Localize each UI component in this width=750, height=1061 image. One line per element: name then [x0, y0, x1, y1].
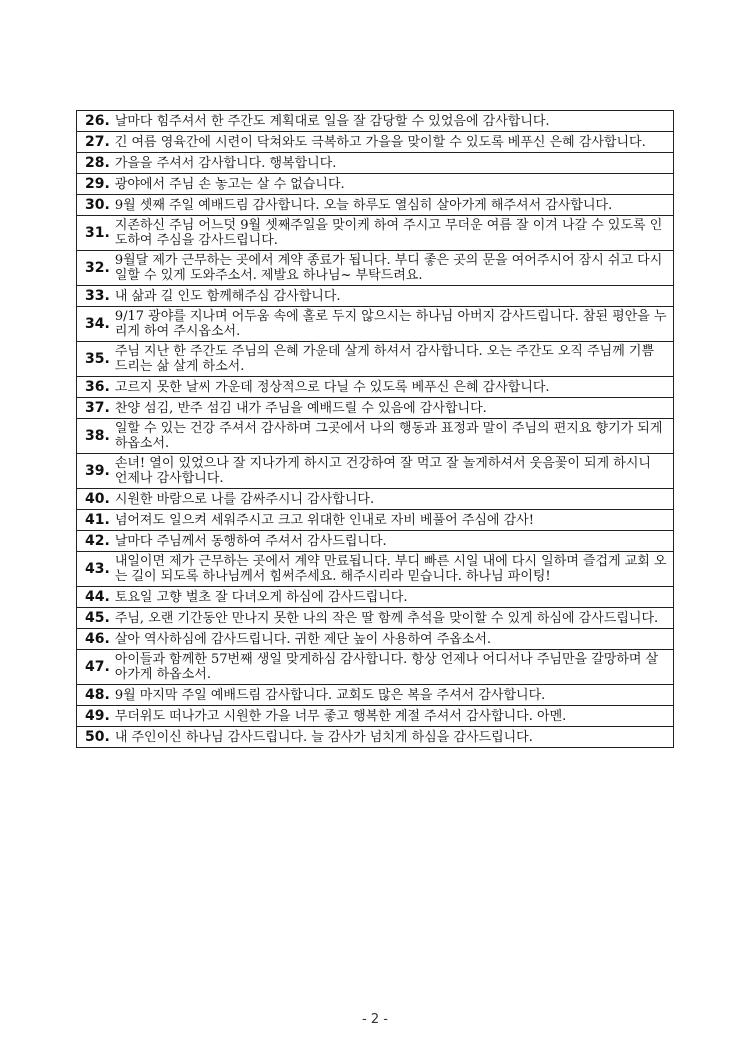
entry-content: [85, 134, 667, 150]
table-row: [77, 531, 674, 552]
entry-number: 44.: [85, 589, 110, 605]
entry-number: 31.: [85, 225, 110, 241]
entry-text: 내 삶과 길 인도 함께해주심 감사합니다.: [114, 288, 341, 304]
entry-content: [85, 421, 667, 451]
entry-content: [85, 155, 667, 171]
entry-cell: [77, 629, 674, 650]
entry-text: 주님 지난 한 주간도 주님의 은혜 가운데 살게 하셔서 감사합니다. 오는 주간도 오직 주님께 기쁨 드리는 삶 살게 하소서.: [114, 344, 655, 374]
entry-text: 손녀! 열이 있었으나 잘 지나가게 하시고 건강하여 잘 먹고 잘 놀게하셔서 웃음꽃이 되게 하시니 언제나 감사합니다.: [114, 456, 651, 486]
entry-number: 32.: [85, 260, 110, 276]
entry-cell: [77, 307, 674, 342]
table-row: [77, 587, 674, 608]
table-row: [77, 111, 674, 132]
entry-content: [85, 610, 667, 626]
entry-number: 39.: [85, 463, 110, 479]
entry-number: 34.: [85, 316, 110, 332]
entry-text: 9월달 제가 근무하는 곳에서 계약 종료가 됩니다. 부디 좋은 곳의 문을 여어주시어 잠시 쉬고 다시 일할 수 있게 도와주소서. 제발요 하나님~ 부탁드려요.: [114, 253, 663, 283]
table-row: [77, 685, 674, 706]
entry-content: [85, 197, 667, 213]
table-row: [77, 153, 674, 174]
entry-cell: [77, 419, 674, 454]
entry-text: 아이들과 함께한 57번째 생일 맞게하심 감사합니다. 항상 언제나 어디서나 주님만을 갈망하며 살아가게 하옵소서.: [114, 652, 659, 682]
entry-cell: [77, 398, 674, 419]
entry-number: 43.: [85, 561, 110, 577]
table-row: [77, 727, 674, 748]
entry-cell: [77, 111, 674, 132]
table-row: [77, 307, 674, 342]
entry-text: 내 주인이신 하나님 감사드립니다. 늘 감사가 넘치게 하심을 감사드립니다.: [114, 729, 533, 745]
entries-table: [76, 110, 674, 748]
entry-text: 지존하신 주님 어느덧 9월 셋째주일을 맞이케 하여 주시고 무더운 여름 잘 이겨 나갈 수 있도록 인도하여 주심을 감사드립니다.: [114, 218, 663, 248]
entry-content: [85, 113, 667, 129]
entry-content: [85, 491, 667, 507]
entry-content: [85, 687, 667, 703]
entry-number: 33.: [85, 288, 110, 304]
entry-number: 41.: [85, 512, 110, 528]
entry-text: 찬양 섬김, 반주 섬김 내가 주님을 예배드릴 수 있음에 감사합니다.: [114, 400, 487, 416]
entry-cell: [77, 489, 674, 510]
prayer-list: [76, 110, 674, 748]
entry-text: 내일이면 제가 근무하는 곳에서 계약 만료됩니다. 부디 빠른 시일 내에 다시 일하며 즐겁게 교회 오는 길이 되도록 하나님께서 힘써주세요. 해주시리라 믿습니다. 하나님 파이팅!: [114, 554, 667, 584]
table-row: [77, 454, 674, 489]
entry-cell: [77, 132, 674, 153]
table-row: [77, 629, 674, 650]
entry-number: 29.: [85, 176, 110, 192]
entry-text: 시원한 바람으로 나를 감싸주시니 감사합니다.: [114, 491, 375, 507]
entry-content: [85, 456, 667, 486]
entry-number: 36.: [85, 379, 110, 395]
entry-cell: [77, 510, 674, 531]
entry-cell: [77, 153, 674, 174]
entry-content: [85, 512, 667, 528]
entry-cell: [77, 342, 674, 377]
entry-number: 38.: [85, 428, 110, 444]
entry-cell: [77, 650, 674, 685]
table-row: [77, 286, 674, 307]
table-row: [77, 510, 674, 531]
entry-content: [85, 631, 667, 647]
entry-number: 47.: [85, 659, 110, 675]
entry-text: 고르지 못한 날씨 가운데 정상적으로 다닐 수 있도록 베푸신 은혜 감사합니다.: [114, 379, 550, 395]
entry-number: 28.: [85, 155, 110, 171]
entry-content: [85, 589, 667, 605]
entry-text: 긴 여름 영육간에 시련이 닥쳐와도 극복하고 가을을 맞이할 수 있도록 베푸신 은혜 감사합니다.: [114, 134, 646, 150]
entry-content: [85, 708, 667, 724]
table-row: [77, 419, 674, 454]
entry-content: [85, 400, 667, 416]
entry-cell: [77, 251, 674, 286]
table-row: [77, 132, 674, 153]
entry-content: [85, 288, 667, 304]
entry-cell: [77, 286, 674, 307]
entry-number: 35.: [85, 351, 110, 367]
entry-content: [85, 176, 667, 192]
table-row: [77, 552, 674, 587]
entry-text: 광야에서 주님 손 놓고는 살 수 없습니다.: [114, 176, 345, 192]
table-row: [77, 377, 674, 398]
table-row: [77, 342, 674, 377]
entry-number: 49.: [85, 708, 110, 724]
entry-number: 40.: [85, 491, 110, 507]
entry-number: 30.: [85, 197, 110, 213]
entry-cell: [77, 706, 674, 727]
entry-number: 42.: [85, 533, 110, 549]
entry-text: 넘어져도 일으켜 세워주시고 크고 위대한 인내로 자비 베풀어 주심에 감사!: [114, 512, 534, 528]
entry-content: [85, 652, 667, 682]
entry-text: 토요일 고향 벌초 잘 다녀오게 하심에 감사드립니다.: [114, 589, 408, 605]
table-row: [77, 216, 674, 251]
table-row: [77, 195, 674, 216]
entry-number: 50.: [85, 729, 110, 745]
entry-cell: [77, 587, 674, 608]
entry-cell: [77, 727, 674, 748]
entry-text: 무더위도 떠나가고 시원한 가을 너무 좋고 행복한 계절 주셔서 감사합니다. 아멘.: [114, 708, 567, 724]
entry-content: [85, 554, 667, 584]
entry-cell: [77, 454, 674, 489]
entry-number: 26.: [85, 113, 110, 129]
entry-cell: [77, 216, 674, 251]
table-row: [77, 650, 674, 685]
entry-number: 45.: [85, 610, 110, 626]
entry-text: 주님, 오랜 기간동안 만나지 못한 나의 작은 딸 함께 추석을 맞이할 수 있게 하심에 감사드립니다.: [114, 610, 659, 626]
page-number: - 2 -: [362, 1012, 388, 1027]
entry-number: 27.: [85, 134, 110, 150]
entry-text: 9월 셋째 주일 예배드림 감사합니다. 오늘 하루도 열심히 살아가게 해주셔서 감사합니다.: [114, 197, 613, 213]
table-row: [77, 251, 674, 286]
table-row: [77, 706, 674, 727]
table-row: [77, 489, 674, 510]
entry-content: [85, 729, 667, 745]
entry-text: 날마다 주님께서 동행하여 주셔서 감사드립니다.: [114, 533, 387, 549]
entry-text: 날마다 힘주셔서 한 주간도 계획대로 일을 잘 감당할 수 있었음에 감사합니다.: [114, 113, 550, 129]
entry-content: [85, 379, 667, 395]
entry-number: 37.: [85, 400, 110, 416]
entry-cell: [77, 195, 674, 216]
entry-text: 9/17 광야를 지나며 어두움 속에 홀로 두지 않으시는 하나님 아버지 감사드립니다. 참된 평안을 누리게 하여 주시옵소서.: [114, 309, 667, 339]
entry-text: 가을을 주셔서 감사합니다. 행복합니다.: [114, 155, 337, 171]
entry-content: [85, 344, 667, 374]
table-row: [77, 174, 674, 195]
entry-cell: [77, 552, 674, 587]
entry-content: [85, 253, 667, 283]
entry-number: 48.: [85, 687, 110, 703]
entry-cell: [77, 685, 674, 706]
entry-cell: [77, 377, 674, 398]
entry-cell: [77, 531, 674, 552]
table-row: [77, 398, 674, 419]
entry-text: 일할 수 있는 건강 주셔서 감사하며 그곳에서 나의 행동과 표정과 말이 주님의 편지요 향기가 되게 하옵소서.: [114, 421, 663, 451]
entry-content: [85, 533, 667, 549]
entry-content: [85, 218, 667, 248]
entry-text: 살아 역사하심에 감사드립니다. 귀한 제단 높이 사용하여 주옵소서.: [114, 631, 492, 647]
entry-text: 9월 마지막 주일 예배드림 감사합니다. 교회도 많은 복을 주셔서 감사합니다.: [114, 687, 546, 703]
table-row: [77, 608, 674, 629]
entry-content: [85, 309, 667, 339]
entry-number: 46.: [85, 631, 110, 647]
entry-cell: [77, 608, 674, 629]
entry-cell: [77, 174, 674, 195]
